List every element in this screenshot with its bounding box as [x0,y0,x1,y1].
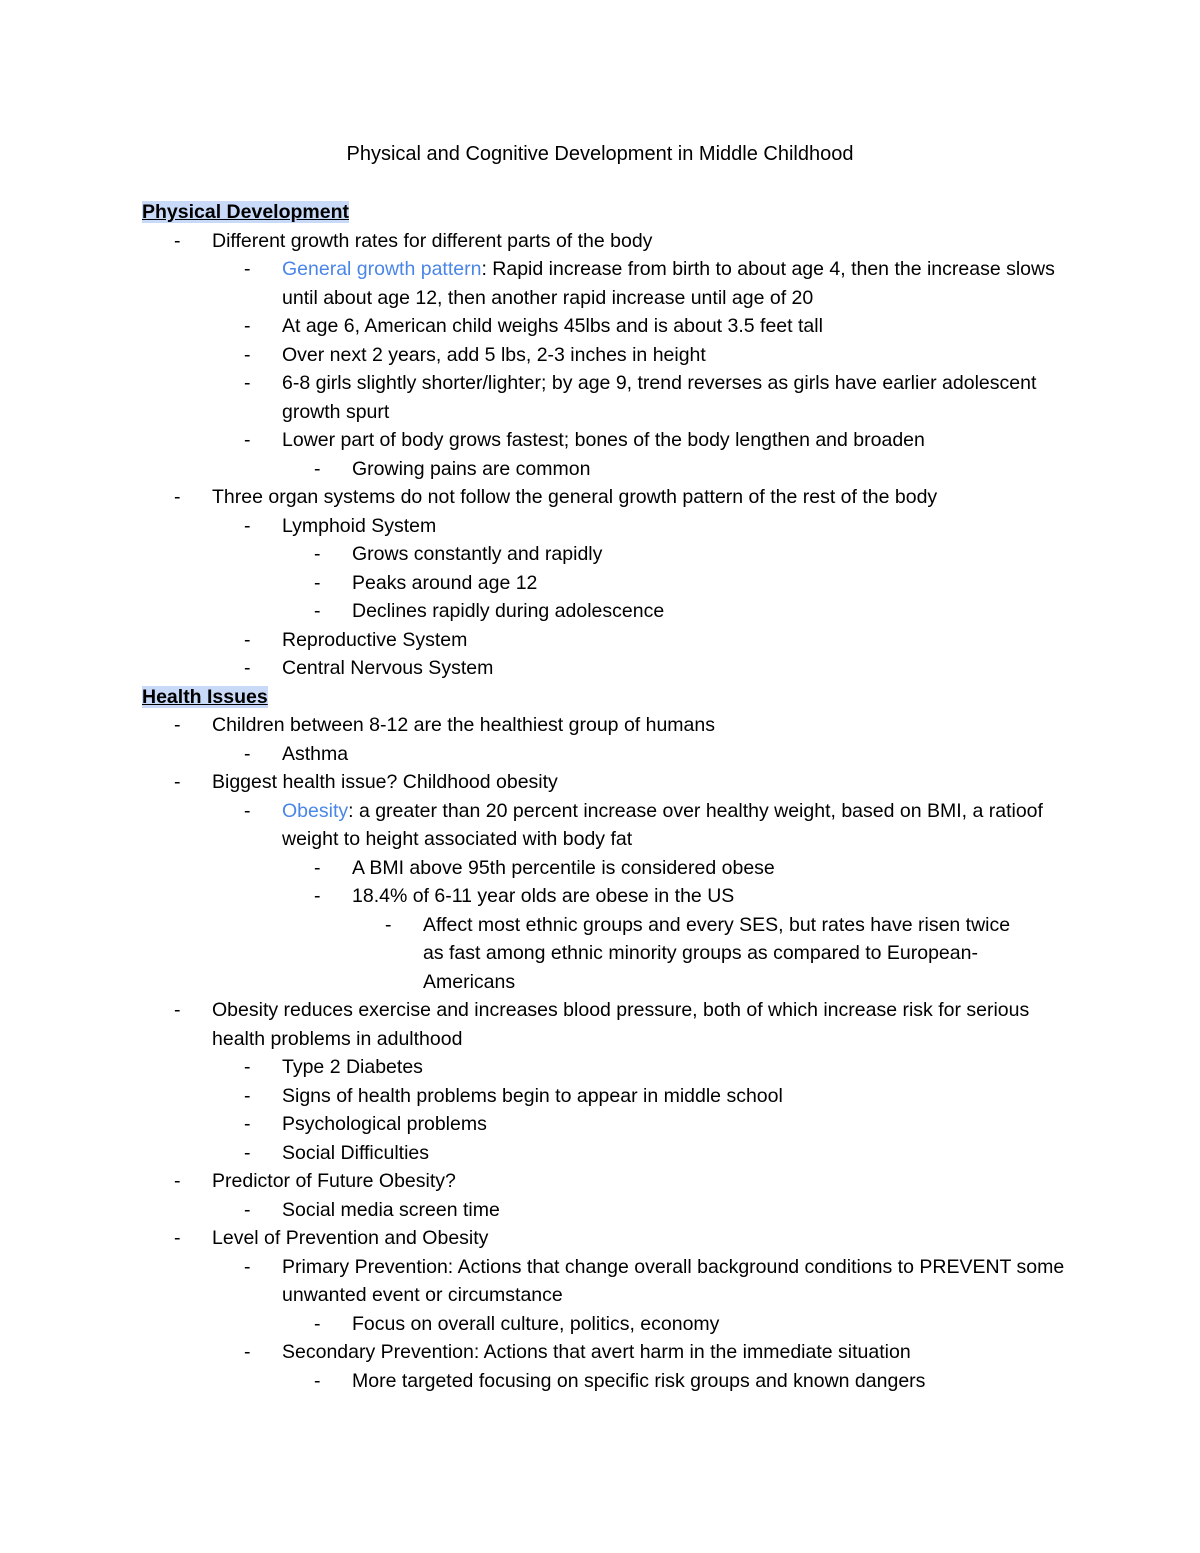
list-item: - Three organ systems do not follow the general growth pattern of the rest of the body [174,486,938,508]
list-item: - Secondary Prevention: Actions that avert harm in the immediate situation [244,1341,911,1363]
list-item: - Signs of health problems begin to appear in middle school [244,1084,783,1107]
list-item: - Biggest health issue? Childhood obesity [174,771,558,793]
term-obesity: Obesity [282,799,349,822]
list-item: - Predictor of Future Obesity? [174,1170,456,1192]
list-item: - General growth pattern: Rapid increase from birth to about age 4, then the increase slows until about age 12, then another rapid increase until age of 20 [244,258,1055,309]
list-item: - Primary Prevention: Actions that change overall background conditions to PREVENT some unwanted event or circumstance [244,1255,1065,1306]
list-item: - Peaks around age 12 [314,571,538,594]
document-body [142,198,1072,1395]
list-item: - Affect most ethnic groups and every SES, but rates have risen twice as fast among ethnic minority groups as compared to European-Americans [385,913,1011,993]
list-item: - Social Difficulties [244,1141,430,1164]
list-item: - Focus on overall culture, politics, economy [314,1312,720,1335]
list-item: - Reproductive System [244,628,468,651]
list-item: - 18.4% of 6-11 year olds are obese in the US [314,885,735,907]
list-item: - More targeted focusing on specific risk groups and known dangers [314,1369,926,1392]
list-item: - A BMI above 95th percentile is considered obese [314,856,775,879]
list-item: - Different growth rates for different parts of the body [174,229,653,252]
document-title: Physical and Cognitive Development in Middle Childhood [346,143,854,165]
section-heading-health-issues: Health Issues [142,685,268,708]
list-item: - Declines rapidly during adolescence [314,600,665,622]
list-item: - Central Nervous System [244,657,494,679]
list-item: - Type 2 Diabetes [244,1056,423,1078]
term-general-growth-pattern: General growth pattern [282,258,482,280]
list-item: - Lymphoid System [244,514,437,537]
list-item: - Social media screen time [244,1198,500,1221]
list-item: - Over next 2 years, add 5 lbs, 2-3 inches in height [244,343,706,366]
section-heading-physical-development: Physical Development [142,201,349,223]
list-item: - Grows constantly and rapidly [314,543,603,565]
list-item: - Asthma [244,742,349,765]
list-item: - Level of Prevention and Obesity [174,1227,489,1249]
list-item: - Obesity reduces exercise and increases blood pressure, both of which increase risk for serious health problems in adulthood [174,999,1030,1050]
list-item: - Lower part of body grows fastest; bones of the body lengthen and broaden [244,429,925,451]
list-item: - At age 6, American child weighs 45lbs and is about 3.5 feet tall [244,315,823,337]
list-item: - Psychological problems [244,1113,487,1135]
list-item: - Obesity: a greater than 20 percent increase over healthy weight, based on BMI, a ratioof weight to height associated with body fat [244,799,1043,850]
list-item: - 6-8 girls slightly shorter/lighter; by age 9, trend reverses as girls have earlier adolescent growth spurt [244,372,1037,423]
list-item: - Growing pains are common [314,457,591,480]
list-item: - Children between 8-12 are the healthiest group of humans [174,714,715,736]
